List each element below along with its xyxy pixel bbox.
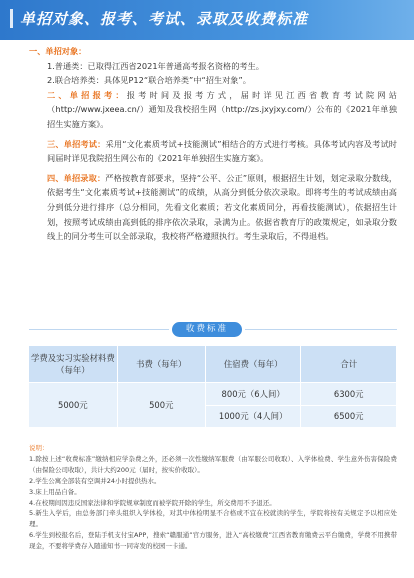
fee-header-tuition: 学费及实习实验材料费（每年） (29, 346, 117, 383)
notes-section (29, 443, 397, 552)
table-row (29, 383, 397, 406)
fee-cell-books: 500元 (117, 383, 205, 428)
fee-cell-dorm-4: 1000元（4人间） (205, 405, 301, 427)
fee-header-dorm: 住宿费（每年） (205, 346, 301, 383)
note-item-4: 4.在校期间因违反国家法律和学院规章制度而被学院开除的学生，所交费用不予退还。 (29, 498, 276, 507)
note-item-5: 5.新生入学后，由总务部门牵头组织入学体检，对其中体检明显不合格或不宜在校就读的学生，学院将按有关规定予以相应处理。 (29, 509, 397, 529)
note-item-6: 6.学生到校报名后，登陆手机支付宝APP，搜索“赣服通”官方服务，进入“高校缴费”江西省教育缴费云平台缴费，学费不用携带现金，不要将学费存入随通知书一同寄发的校园一卡通。 (29, 531, 397, 551)
fee-cell-tuition: 5000元 (29, 383, 117, 428)
main-content (29, 44, 397, 244)
fee-cell-total-4: 6500元 (301, 405, 397, 427)
header-banner (0, 0, 414, 40)
objects-item-2: 2.联合培养类：具体见P12“联合培养类”中“招生对象”。 (47, 75, 251, 86)
section-admit-text: 严格按教育部要求，坚持“公平、公正”原则，根据招生计划，划定录取分数线，依据考生“文化素质考试+技能测试”的成绩，从高分到低分依次录取。即将考生的考试成绩由高分到低分进行排序（总分相同，先看文化素质；若文化素质同分，再看技能测试），依据招生计划，按照考试成绩由高到低的排序依次录取，录满为止。依据省教育厅的政策规定，如录取分数线上的同分考生可以全部录取，我校将严格遵照执行。考生录取后，不得退档。 (47, 172, 398, 242)
fee-divider-right (245, 329, 397, 330)
fee-table (29, 346, 397, 427)
section-heading-objects: 一、单招对象： (29, 46, 87, 56)
section-admit (29, 171, 397, 244)
fee-cell-dorm-6: 800元（6人间） (205, 383, 301, 406)
notes-label: 说明： (29, 444, 49, 452)
note-item-2: 2.学生公寓全部装有空调并24小时提供热水。 (29, 476, 161, 485)
fee-cell-total-6: 6300元 (301, 383, 397, 406)
note-item-1: 1.除按上述“收费标准”缴纳相应学杂费之外，还必须一次性缴纳军服费（由军服公司收取）、入学体检费、学生意外伤害保险费（由保险公司收取），共计大约200元（届时，按实价收取）。 (29, 454, 397, 474)
banner-accent-bar (10, 9, 13, 28)
section-heading-exam: 三、单招考试： (47, 138, 106, 149)
section-exam (29, 137, 397, 166)
fee-header-total: 合计 (301, 346, 397, 383)
section-apply (29, 88, 397, 132)
note-item-3: 3.床上用品自备。 (29, 487, 81, 496)
page-title: 单招对象、报考、考试、录取及收费标准 (20, 10, 309, 28)
section-heading-apply: 二、单招报考： (47, 89, 127, 100)
objects-item-1: 1.普通类：已取得江西省2021年普通高考报名资格的考生。 (47, 60, 264, 71)
fee-table-header-row (29, 346, 397, 383)
section-apply-text: 报考时间及报考方式，届时详见江西省教育考试院网站（http://www.jxeea.cn/）通知及我校招生网（http://zs.jxyjxy.com/）公布的《2021年单独招生实施方案》。 (47, 89, 397, 129)
section-exam-text: 采用“文化素质考试+技能测试”相结合的方式进行考核。具体考试内容及考试时间届时详见我院招生网公布的《2021年单独招生实施方案》。 (47, 138, 397, 164)
section-objects (29, 44, 397, 59)
fee-section-title: 收费标准 (172, 322, 242, 337)
fee-header-books: 书费（每年） (117, 346, 205, 383)
section-heading-admit: 四、单招录取： (47, 172, 106, 183)
fee-divider-left (29, 329, 169, 330)
